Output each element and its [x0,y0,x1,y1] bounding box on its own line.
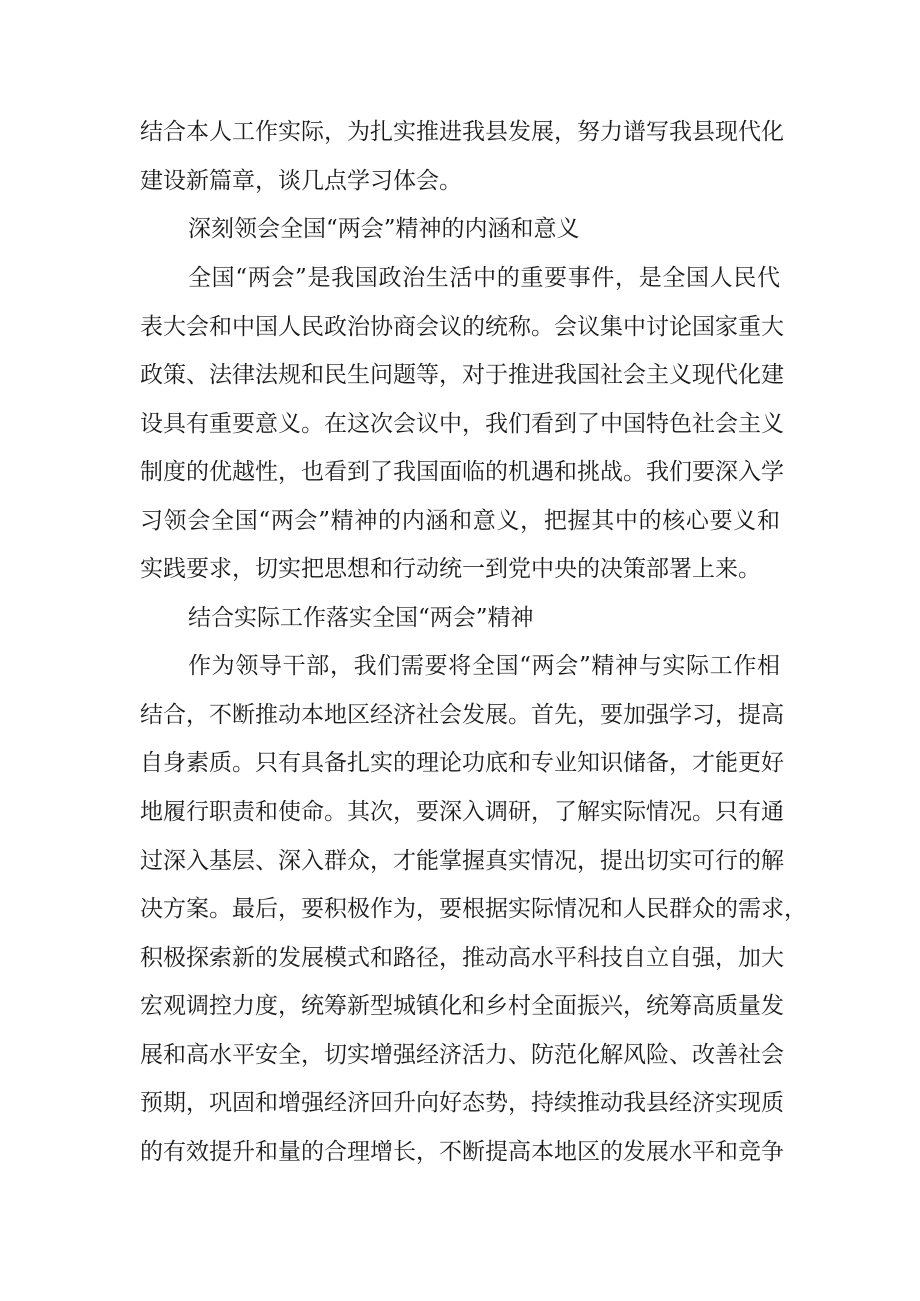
text-line: 设具有重要意义。在这次会议中，我们看到了中国特色社会主义 [140,411,784,437]
section-heading: 深刻领会全国“两会”精神的内涵和意义 [188,216,580,242]
text-line: 实践要求，切实把思想和行动统一到党中央的决策部署上来。 [140,556,761,582]
text-line: 的有效提升和量的合理增长，不断提高本地区的发展水平和竞争 [140,1139,784,1165]
text-line: 自身素质。只有具备扎实的理论功底和专业知识储备，才能更好 [140,750,784,776]
text-line: 作为领导干部，我们需要将全国“两会”精神与实际工作相 [188,653,780,679]
text-line: 结合本人工作实际，为扎实推进我县发展，努力谱写我县现代化 [140,119,784,145]
text-line: 决方案。最后，要积极作为，要根据实际情况和人民群众的需求， [140,896,807,922]
text-line: 建设新篇章，谈几点学习体会。 [140,168,462,194]
section-heading: 结合实际工作落实全国“两会”精神 [188,605,534,631]
text-line: 预期，巩固和增强经济回升向好态势，持续推动我县经济实现质 [140,1090,784,1116]
text-line: 结合，不断推动本地区经济社会发展。首先，要加强学习，提高 [140,702,784,728]
text-line: 表大会和中国人民政治协商会议的统称。会议集中讨论国家重大 [140,314,784,340]
text-line: 全国“两会”是我国政治生活中的重要事件，是全国人民代 [188,265,780,291]
text-line: 宏观调控力度，统筹新型城镇化和乡村全面振兴，统筹高质量发 [140,993,784,1019]
text-line: 积极探索新的发展模式和路径，推动高水平科技自立自强，加大 [140,945,784,971]
text-line: 制度的优越性，也看到了我国面临的机遇和挑战。我们要深入学 [140,459,784,485]
text-line: 地履行职责和使命。其次，要深入调研，了解实际情况。只有通 [140,799,784,825]
text-line: 政策、法律法规和民生问题等，对于推进我国社会主义现代化建 [140,362,784,388]
text-line: 展和高水平安全，切实增强经济活力、防范化解风险、改善社会 [140,1042,784,1068]
text-line: 过深入基层、深入群众，才能掌握真实情况，提出切实可行的解 [140,848,784,874]
text-line: 习领会全国“两会”精神的内涵和意义，把握其中的核心要义和 [140,508,780,534]
